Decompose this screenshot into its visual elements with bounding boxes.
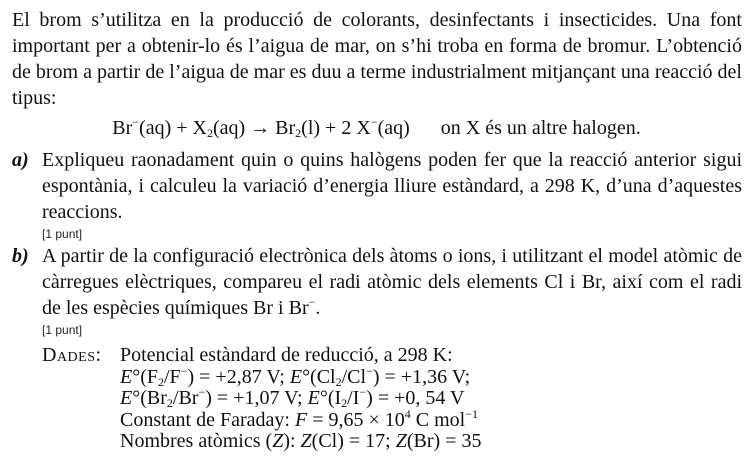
- reaction-condition: on X és un altre halogen.: [440, 117, 641, 139]
- question-b: [12, 243, 742, 339]
- potentials-line-2: $E^\circ(Br_2/Br^-) = +1,07$ V; $E^\circ(I_2/I^-) = +0$, 54 V: [120, 385, 465, 410]
- faraday-constant: Constant de Faraday: $F = 9,65 \times 10^4$ C mol$^{-1}$: [120, 406, 478, 431]
- question-a-text: Expliqueu raonadament quin o quins halògens poden fer que la reacció anterior sigui espontània, i calculeu la variació d’energia lliure estàndard, a 298 K, d’una d’aquestes reaccions.: [42, 149, 742, 223]
- question-b-text: A partir de la configuració electrònica dels àtoms o ions, i utilitzant el model atòmic de càrregues elèctriques, compareu el radi atòmic dels elements Cl i Br, així com el radi de les espècies químiques Br i Br−.: [42, 245, 742, 319]
- data-label: Dades:: [42, 344, 102, 366]
- question-b-letter: b): [12, 245, 29, 267]
- question-b-points: [1 punt]: [42, 323, 83, 337]
- data-section: [42, 345, 742, 453]
- intro-paragraph: El brom s’utilitza en la producció de colorants, desinfectants i insecticides. Una font important per a obtenir-lo és l’aigua de mar, on s’hi troba en forma de bromur. L’obtenció de brom a partir de l’aigua de mar es duu a terme industrialment mitjançant una reacció del tipus:: [12, 9, 742, 109]
- data-title: Potencial estàndard de reducció, a 298 K:: [120, 344, 453, 366]
- reaction-equation: [0, 116, 753, 140]
- question-a-points: [1 punt]: [42, 227, 83, 241]
- question-a-letter: a): [12, 149, 29, 171]
- atomic-numbers: Nombres atòmics (Z): Z(Cl) = 17; Z(Br) = 35: [120, 430, 482, 452]
- data-lines: [120, 345, 742, 453]
- question-a: [12, 147, 742, 243]
- potentials-line-1: $E^\circ(F_2/F^-) = +2,87$ V; $E^\circ(Cl_2/Cl^-) = +1,36$ V;: [120, 363, 471, 389]
- reaction-formula: $Br^-(aq) + X_2(aq) \to Br_2(l) + 2$ X−(aq): [112, 115, 410, 140]
